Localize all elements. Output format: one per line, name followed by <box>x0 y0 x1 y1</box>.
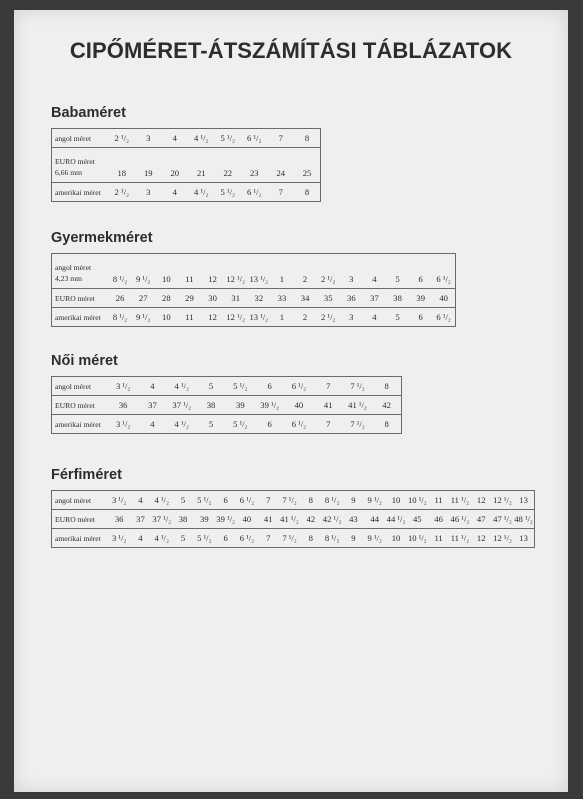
size-cell: 41 ¹/₂ <box>279 510 300 529</box>
size-cell: 6 <box>255 415 284 434</box>
row-label <box>52 415 109 434</box>
size-cell: 11 ¹/₂ <box>449 529 470 548</box>
size-cell: 27 <box>132 289 155 308</box>
row-label <box>52 129 109 148</box>
size-cell: 18 <box>109 148 136 183</box>
document-page <box>14 10 568 792</box>
size-cell: 28 <box>155 289 178 308</box>
size-cell: 4 <box>363 308 386 327</box>
size-cell: 13 <box>513 491 534 510</box>
row-label <box>52 183 109 202</box>
row-label-text: EURO méret <box>55 514 95 524</box>
size-cell: 8 ¹/₂ <box>109 308 132 327</box>
size-cell: 1 <box>270 254 293 289</box>
size-cell: 7 <box>258 529 279 548</box>
size-cell: 5 <box>196 415 225 434</box>
section-title-women: Női méret <box>51 353 118 369</box>
size-cell: 5 ¹/₂ <box>226 415 255 434</box>
page-title: CIPŐMÉRET-ÁTSZÁMÍTÁSI TÁBLÁZATOK <box>69 38 513 63</box>
row-label-text: EURO méret <box>55 293 95 303</box>
size-cell: 46 <box>428 510 449 529</box>
size-cell: 6 <box>215 491 236 510</box>
row-label <box>52 510 109 529</box>
size-cell: 5 <box>196 377 225 396</box>
size-cell: 5 <box>386 308 409 327</box>
angol-meret-row <box>52 491 535 510</box>
size-cell: 12 ¹/₂ <box>492 491 513 510</box>
angol-meret-row <box>52 254 456 289</box>
size-cell: 7 <box>314 377 343 396</box>
size-cell: 8 <box>372 415 401 434</box>
size-cell: 7 ¹/₂ <box>279 491 300 510</box>
size-cell: 8 ¹/₂ <box>321 491 342 510</box>
child-size-table <box>51 253 456 327</box>
size-cell: 7 <box>314 415 343 434</box>
size-cell: 6 ¹/₂ <box>432 254 455 289</box>
size-cell: 47 <box>471 510 492 529</box>
row-label <box>52 308 109 327</box>
men-size-table <box>51 490 535 548</box>
size-cell: 6 ¹/₂ <box>432 308 455 327</box>
size-cell: 9 ¹/₂ <box>132 254 155 289</box>
row-label-text: amerikai méret <box>55 533 101 543</box>
size-cell: 34 <box>294 289 317 308</box>
size-cell: 19 <box>135 148 162 183</box>
row-label <box>52 254 109 289</box>
size-cell: 8 <box>372 377 401 396</box>
size-cell: 10 <box>385 529 406 548</box>
women-size-table <box>51 376 402 434</box>
size-cell: 23 <box>241 148 268 183</box>
size-cell: 44 ¹/₂ <box>385 510 406 529</box>
size-cell: 39 <box>194 510 215 529</box>
euro-meret-row <box>52 148 321 183</box>
size-cell: 37 <box>138 396 167 415</box>
size-cell: 39 <box>226 396 255 415</box>
size-cell: 40 <box>284 396 313 415</box>
size-cell: 4 <box>130 491 151 510</box>
row-label <box>52 289 109 308</box>
size-cell: 20 <box>162 148 189 183</box>
size-cell: 1 <box>270 308 293 327</box>
size-cell: 9 ¹/₂ <box>132 308 155 327</box>
size-cell: 45 <box>407 510 428 529</box>
size-cell: 10 <box>385 491 406 510</box>
amerikai-meret-row <box>52 529 535 548</box>
size-cell: 3 ¹/₂ <box>109 377 138 396</box>
size-cell: 29 <box>178 289 201 308</box>
size-cell: 9 <box>343 529 364 548</box>
size-cell: 11 <box>178 308 201 327</box>
size-cell: 12 ¹/₂ <box>224 254 247 289</box>
size-cell: 4 ¹/₂ <box>188 183 215 202</box>
size-cell: 5 <box>172 529 193 548</box>
size-cell: 24 <box>268 148 295 183</box>
size-cell: 4 <box>162 183 189 202</box>
size-cell: 4 <box>138 377 167 396</box>
size-cell: 2 <box>294 254 317 289</box>
row-label-text: EURO méret <box>55 400 95 410</box>
row-label-text: angol méret <box>55 381 92 391</box>
size-cell: 13 ¹/₂ <box>247 308 270 327</box>
row-label <box>52 491 109 510</box>
size-cell: 6 <box>409 308 432 327</box>
size-cell: 31 <box>224 289 247 308</box>
size-cell: 8 <box>294 183 321 202</box>
size-cell: 33 <box>270 289 293 308</box>
angol-meret-row <box>52 129 321 148</box>
row-label <box>52 377 109 396</box>
size-cell: 41 <box>314 396 343 415</box>
size-cell: 3 <box>135 183 162 202</box>
size-cell: 2 ¹/₂ <box>317 254 340 289</box>
size-cell: 4 <box>130 529 151 548</box>
size-cell: 2 ¹/₂ <box>317 308 340 327</box>
size-cell: 2 ¹/₂ <box>109 183 136 202</box>
size-cell: 3 <box>340 254 363 289</box>
size-cell: 12 ¹/₂ <box>492 529 513 548</box>
size-cell: 3 <box>340 308 363 327</box>
row-label-text: angol méret <box>55 263 92 272</box>
size-cell: 5 ¹/₂ <box>215 129 242 148</box>
size-cell: 46 ¹/₂ <box>449 510 470 529</box>
amerikai-meret-row <box>52 415 402 434</box>
size-cell: 11 <box>428 491 449 510</box>
size-cell: 42 ¹/₂ <box>321 510 342 529</box>
size-cell: 32 <box>247 289 270 308</box>
size-cell: 6 <box>215 529 236 548</box>
size-cell: 39 ¹/₂ <box>215 510 236 529</box>
size-cell: 4 <box>363 254 386 289</box>
size-cell: 26 <box>109 289 132 308</box>
size-cell: 3 ¹/₂ <box>109 529 130 548</box>
size-cell: 4 <box>138 415 167 434</box>
size-cell: 12 <box>471 491 492 510</box>
section-title-men: Férfiméret <box>51 467 122 483</box>
size-cell: 36 <box>340 289 363 308</box>
row-label-text: angol méret <box>55 495 92 505</box>
size-cell: 41 ¹/₂ <box>343 396 372 415</box>
amerikai-meret-row <box>52 183 321 202</box>
size-cell: 5 ¹/₂ <box>226 377 255 396</box>
size-cell: 3 ¹/₂ <box>109 415 138 434</box>
row-label-text: angol méret <box>55 133 92 143</box>
size-cell: 11 ¹/₂ <box>449 491 470 510</box>
size-cell: 13 ¹/₂ <box>247 254 270 289</box>
size-cell: 37 <box>363 289 386 308</box>
size-cell: 30 <box>201 289 224 308</box>
size-cell: 8 ¹/₂ <box>109 254 132 289</box>
row-label-text: amerikai méret <box>55 312 101 322</box>
size-cell: 21 <box>188 148 215 183</box>
size-cell: 4 ¹/₂ <box>188 129 215 148</box>
size-cell: 39 <box>409 289 432 308</box>
row-label <box>52 529 109 548</box>
size-cell: 40 <box>236 510 257 529</box>
size-cell: 7 <box>268 129 295 148</box>
size-cell: 5 <box>172 491 193 510</box>
size-cell: 38 <box>196 396 225 415</box>
size-cell: 6 ¹/₂ <box>241 183 268 202</box>
size-cell: 5 <box>386 254 409 289</box>
size-cell: 4 ¹/₂ <box>167 377 196 396</box>
size-cell: 48 ¹/₂ <box>513 510 534 529</box>
euro-meret-row <box>52 396 402 415</box>
row-label <box>52 148 109 183</box>
size-cell: 36 <box>109 396 138 415</box>
size-cell: 3 ¹/₂ <box>109 491 130 510</box>
size-cell: 5 ¹/₂ <box>194 529 215 548</box>
size-cell: 37 ¹/₂ <box>151 510 172 529</box>
size-cell: 42 <box>372 396 401 415</box>
size-cell: 6 ¹/₂ <box>284 415 313 434</box>
size-cell: 8 <box>300 529 321 548</box>
size-cell: 43 <box>343 510 364 529</box>
size-cell: 12 <box>201 254 224 289</box>
size-cell: 7 <box>258 491 279 510</box>
size-cell: 25 <box>294 148 321 183</box>
euro-meret-row <box>52 510 535 529</box>
size-cell: 6 ¹/₂ <box>236 529 257 548</box>
size-cell: 4 ¹/₂ <box>151 529 172 548</box>
size-cell: 36 <box>109 510 130 529</box>
size-cell: 38 <box>172 510 193 529</box>
size-cell: 4 <box>162 129 189 148</box>
size-cell: 11 <box>178 254 201 289</box>
size-cell: 44 <box>364 510 385 529</box>
size-cell: 2 <box>294 308 317 327</box>
size-cell: 40 <box>432 289 455 308</box>
size-cell: 12 <box>471 529 492 548</box>
size-cell: 7 ¹/₂ <box>279 529 300 548</box>
size-cell: 12 ¹/₂ <box>224 308 247 327</box>
row-label-unit: 4,23 mm <box>55 274 83 283</box>
section-title-child: Gyermekméret <box>51 230 153 246</box>
size-cell: 10 <box>155 308 178 327</box>
size-cell: 47 ¹/₂ <box>492 510 513 529</box>
size-cell: 10 ¹/₂ <box>407 529 428 548</box>
size-cell: 9 <box>343 491 364 510</box>
size-cell: 2 ¹/₂ <box>109 129 136 148</box>
size-cell: 8 <box>294 129 321 148</box>
size-cell: 9 ¹/₂ <box>364 529 385 548</box>
size-cell: 38 <box>386 289 409 308</box>
size-cell: 22 <box>215 148 242 183</box>
size-cell: 37 ¹/₂ <box>167 396 196 415</box>
size-cell: 11 <box>428 529 449 548</box>
size-cell: 5 ¹/₂ <box>215 183 242 202</box>
euro-meret-row <box>52 289 456 308</box>
size-cell: 9 ¹/₂ <box>364 491 385 510</box>
row-label-text: amerikai méret <box>55 187 101 197</box>
amerikai-meret-row <box>52 308 456 327</box>
size-cell: 35 <box>317 289 340 308</box>
size-cell: 6 <box>255 377 284 396</box>
size-cell: 5 ¹/₂ <box>194 491 215 510</box>
size-cell: 39 ¹/₂ <box>255 396 284 415</box>
size-cell: 37 <box>130 510 151 529</box>
size-cell: 7 <box>268 183 295 202</box>
row-label <box>52 396 109 415</box>
size-cell: 10 <box>155 254 178 289</box>
row-label-text: EURO méret <box>55 157 95 166</box>
size-cell: 8 <box>300 491 321 510</box>
size-cell: 13 <box>513 529 534 548</box>
baby-size-table <box>51 128 321 202</box>
row-label-unit: 6,66 mm <box>55 168 83 177</box>
size-cell: 8 ¹/₂ <box>321 529 342 548</box>
size-cell: 6 <box>409 254 432 289</box>
size-cell: 12 <box>201 308 224 327</box>
size-cell: 3 <box>135 129 162 148</box>
size-cell: 6 ¹/₂ <box>284 377 313 396</box>
row-label-text: amerikai méret <box>55 419 101 429</box>
angol-meret-row <box>52 377 402 396</box>
size-cell: 6 ¹/₂ <box>241 129 268 148</box>
size-cell: 41 <box>258 510 279 529</box>
size-cell: 4 ¹/₂ <box>167 415 196 434</box>
size-cell: 10 ¹/₂ <box>407 491 428 510</box>
size-cell: 42 <box>300 510 321 529</box>
size-cell: 4 ¹/₂ <box>151 491 172 510</box>
size-cell: 7 ¹/₂ <box>343 377 372 396</box>
size-cell: 6 ¹/₂ <box>236 491 257 510</box>
section-title-baby: Babaméret <box>51 105 126 121</box>
size-cell: 7 ¹/₂ <box>343 415 372 434</box>
